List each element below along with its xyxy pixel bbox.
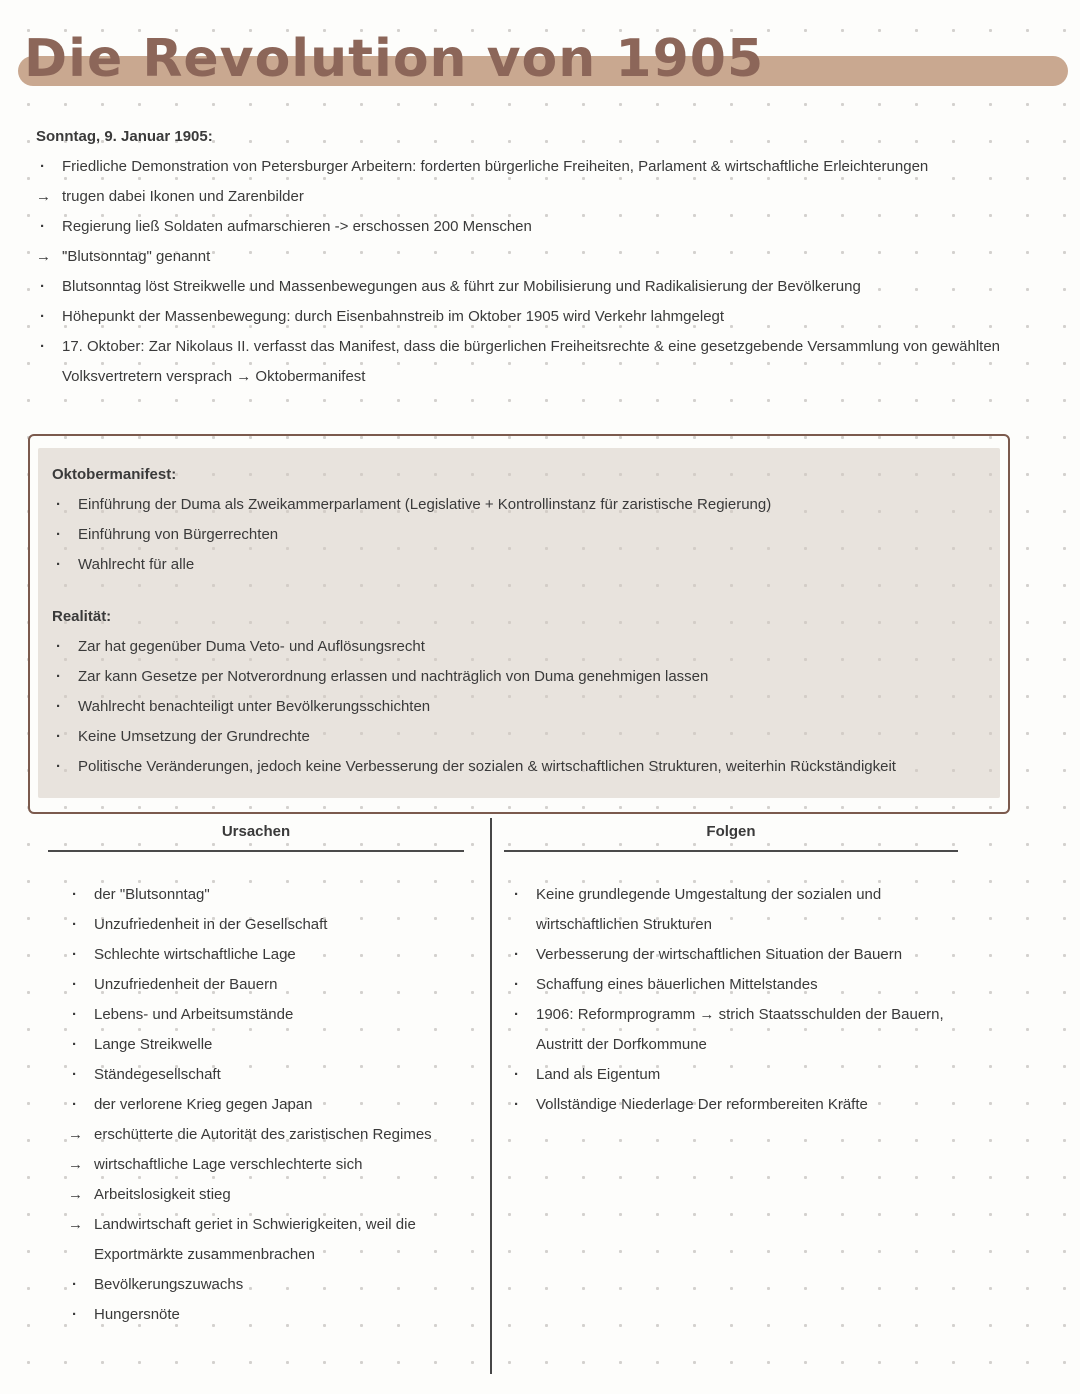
note-line <box>68 940 484 970</box>
manifest-box <box>28 434 1010 814</box>
manifest-list <box>52 490 982 580</box>
bullet-marker: · <box>514 1096 519 1113</box>
bullet-marker: · <box>514 886 519 903</box>
arrow-marker: → <box>68 1216 83 1233</box>
manifest-heading: Oktobermanifest: <box>52 466 177 483</box>
causes-header: Ursachen <box>48 818 464 852</box>
note-line <box>52 490 982 520</box>
note-text: Landwirtschaft geriet in Schwierigkeiten, weil die Exportmärkte zusammenbrachen <box>94 1216 416 1263</box>
consequences-list <box>492 880 1010 1120</box>
note-text: Blutsonntag löst Streikwelle und Massenbewegungen aus & führt zur Mobilisierung und Radikalisierung der Bevölkerung <box>62 278 861 295</box>
note-line <box>36 152 1002 182</box>
consequences-column <box>492 818 1010 1374</box>
bullet-marker: · <box>72 1006 77 1023</box>
page-header <box>0 0 1080 94</box>
note-text: "Blutsonntag" genannt <box>62 248 211 265</box>
note-text: Land als Eigentum <box>536 1066 661 1083</box>
bullet-marker: · <box>56 526 61 543</box>
bullet-marker: · <box>56 556 61 573</box>
note-line <box>68 1090 484 1120</box>
note-line <box>68 880 484 910</box>
arrow-marker: → <box>36 248 51 265</box>
bullet-marker: · <box>72 1036 77 1053</box>
reality-heading: Realität: <box>52 608 112 625</box>
bullet-marker: · <box>514 1006 519 1023</box>
note-line <box>52 632 982 662</box>
note-text: Lebens- und Arbeitsumstände <box>94 1006 294 1023</box>
note-line <box>68 1150 484 1180</box>
note-text: Schaffung eines bäuerlichen Mittelstandes <box>536 976 818 993</box>
bullet-marker: · <box>72 976 77 993</box>
note-text: Unzufriedenheit in der Gesellschaft <box>94 916 328 933</box>
note-text: Politische Veränderungen, jedoch keine Verbesserung der sozialen & wirtschaftlichen Strukturen, weiterhin Rückständigkeit <box>78 758 896 775</box>
note-text: Zar hat gegenüber Duma Veto- und Auflösungsrecht <box>78 638 425 655</box>
bullet-marker: · <box>72 916 77 933</box>
note-text: Keine Umsetzung der Grundrechte <box>78 728 310 745</box>
note-text: Wahlrecht benachteiligt unter Bevölkerungsschichten <box>78 698 431 715</box>
note-text: der "Blutsonntag" <box>94 886 210 903</box>
note-line <box>36 182 1002 212</box>
note-line <box>510 1000 970 1060</box>
consequences-header: Folgen <box>504 818 958 852</box>
note-text: trugen dabei Ikonen und Zarenbilder <box>62 188 304 205</box>
intro-heading: Sonntag, 9. Januar 1905: <box>36 128 213 145</box>
note-line <box>68 970 484 1000</box>
note-line <box>68 1060 484 1090</box>
causes-list <box>40 880 490 1330</box>
note-text: Zar kann Gesetze per Notverordnung erlassen und nachträglich von Duma genehmigen lassen <box>78 668 709 685</box>
bullet-marker: · <box>56 698 61 715</box>
arrow-marker: → <box>68 1186 83 1203</box>
manifest-box-fill <box>38 448 1000 798</box>
note-text: erschütterte die Autorität des zaristischen Regimes <box>94 1126 432 1143</box>
arrow-marker: → <box>68 1156 83 1173</box>
page-title: Die Revolution von 1905 <box>24 29 765 89</box>
note-line <box>36 332 1002 392</box>
note-text: Lange Streikwelle <box>94 1036 213 1053</box>
note-text: Bevölkerungszuwachs <box>94 1276 244 1293</box>
note-line <box>52 752 982 782</box>
note-line <box>36 302 1002 332</box>
note-line <box>68 1180 484 1210</box>
note-line <box>510 940 970 970</box>
note-text: Einführung der Duma als Zweikammerparlament (Legislative + Kontrollinstanz für zaristische Regierung) <box>78 496 772 513</box>
note-text: 17. Oktober: Zar Nikolaus II. verfasst das Manifest, dass die bürgerlichen Freiheitsrechte & eine gesetzgebende Versammlung von gewählten Volksvertretern versprach → Oktobermanifest <box>62 338 1000 385</box>
note-line <box>68 1120 484 1150</box>
bullet-marker: · <box>56 668 61 685</box>
bullet-marker: · <box>40 308 45 325</box>
note-text: Vollständige Niederlage Der reformbereiten Kräfte <box>536 1096 868 1113</box>
note-line <box>52 550 982 580</box>
note-text: der verlorene Krieg gegen Japan <box>94 1096 313 1113</box>
note-text: Keine grundlegende Umgestaltung der sozialen und wirtschaftlichen Strukturen <box>536 886 882 933</box>
note-line <box>68 1000 484 1030</box>
note-line <box>52 520 982 550</box>
bullet-marker: · <box>514 946 519 963</box>
bullet-marker: · <box>56 496 61 513</box>
bullet-marker: · <box>40 338 45 355</box>
note-line <box>36 242 1002 272</box>
bullet-marker: · <box>514 1066 519 1083</box>
bullet-marker: · <box>72 1306 77 1323</box>
bullet-marker: · <box>40 158 45 175</box>
note-line <box>510 970 970 1000</box>
bullet-marker: · <box>72 1096 77 1113</box>
note-text: Einführung von Bürgerrechten <box>78 526 279 543</box>
note-text: Schlechte wirtschaftliche Lage <box>94 946 296 963</box>
note-text: Höhepunkt der Massenbewegung: durch Eisenbahnstreib im Oktober 1905 wird Verkehr lahmgelegt <box>62 308 725 325</box>
intro-list <box>36 152 1002 392</box>
bullet-marker: · <box>40 218 45 235</box>
note-text: Verbesserung der wirtschaftlichen Situation der Bauern <box>536 946 903 963</box>
note-text: Hungersnöte <box>94 1306 180 1323</box>
causes-column <box>40 818 490 1374</box>
note-line <box>52 662 982 692</box>
arrow-marker: → <box>36 188 51 205</box>
bullet-marker: · <box>72 1276 77 1293</box>
note-text: 1906: Reformprogramm → strich Staatsschulden der Bauern, Austritt der Dorfkommune <box>536 1006 944 1053</box>
bullet-marker: · <box>40 278 45 295</box>
note-line <box>68 1030 484 1060</box>
note-text: Ständegesellschaft <box>94 1066 221 1083</box>
note-line <box>52 692 982 722</box>
causes-consequences-table <box>40 818 1010 1374</box>
bullet-marker: · <box>514 976 519 993</box>
bullet-marker: · <box>72 886 77 903</box>
note-line <box>36 272 1002 302</box>
note-text: Friedliche Demonstration von Petersburger Arbeitern: forderten bürgerliche Freiheiten, Parlament & wirtschaftliche Erleichterungen <box>62 158 929 175</box>
note-line <box>510 1090 970 1120</box>
arrow-marker: → <box>68 1126 83 1143</box>
note-text: Arbeitslosigkeit stieg <box>94 1186 231 1203</box>
bullet-marker: · <box>72 946 77 963</box>
note-text: Wahlrecht für alle <box>78 556 195 573</box>
note-line <box>68 1300 484 1330</box>
bullet-marker: · <box>56 728 61 745</box>
bullet-marker: · <box>72 1066 77 1083</box>
note-line <box>68 1270 484 1300</box>
note-text: Unzufriedenheit der Bauern <box>94 976 278 993</box>
note-line <box>68 1210 484 1270</box>
note-line <box>52 722 982 752</box>
note-line <box>510 880 970 940</box>
intro-section <box>36 122 1002 392</box>
note-line <box>510 1060 970 1090</box>
note-line <box>36 212 1002 242</box>
note-line <box>68 910 484 940</box>
bullet-marker: · <box>56 758 61 775</box>
note-text: Regierung ließ Soldaten aufmarschieren -> erschossen 200 Menschen <box>62 218 532 235</box>
note-text: wirtschaftliche Lage verschlechterte sich <box>94 1156 363 1173</box>
reality-list <box>52 632 982 782</box>
bullet-marker: · <box>56 638 61 655</box>
